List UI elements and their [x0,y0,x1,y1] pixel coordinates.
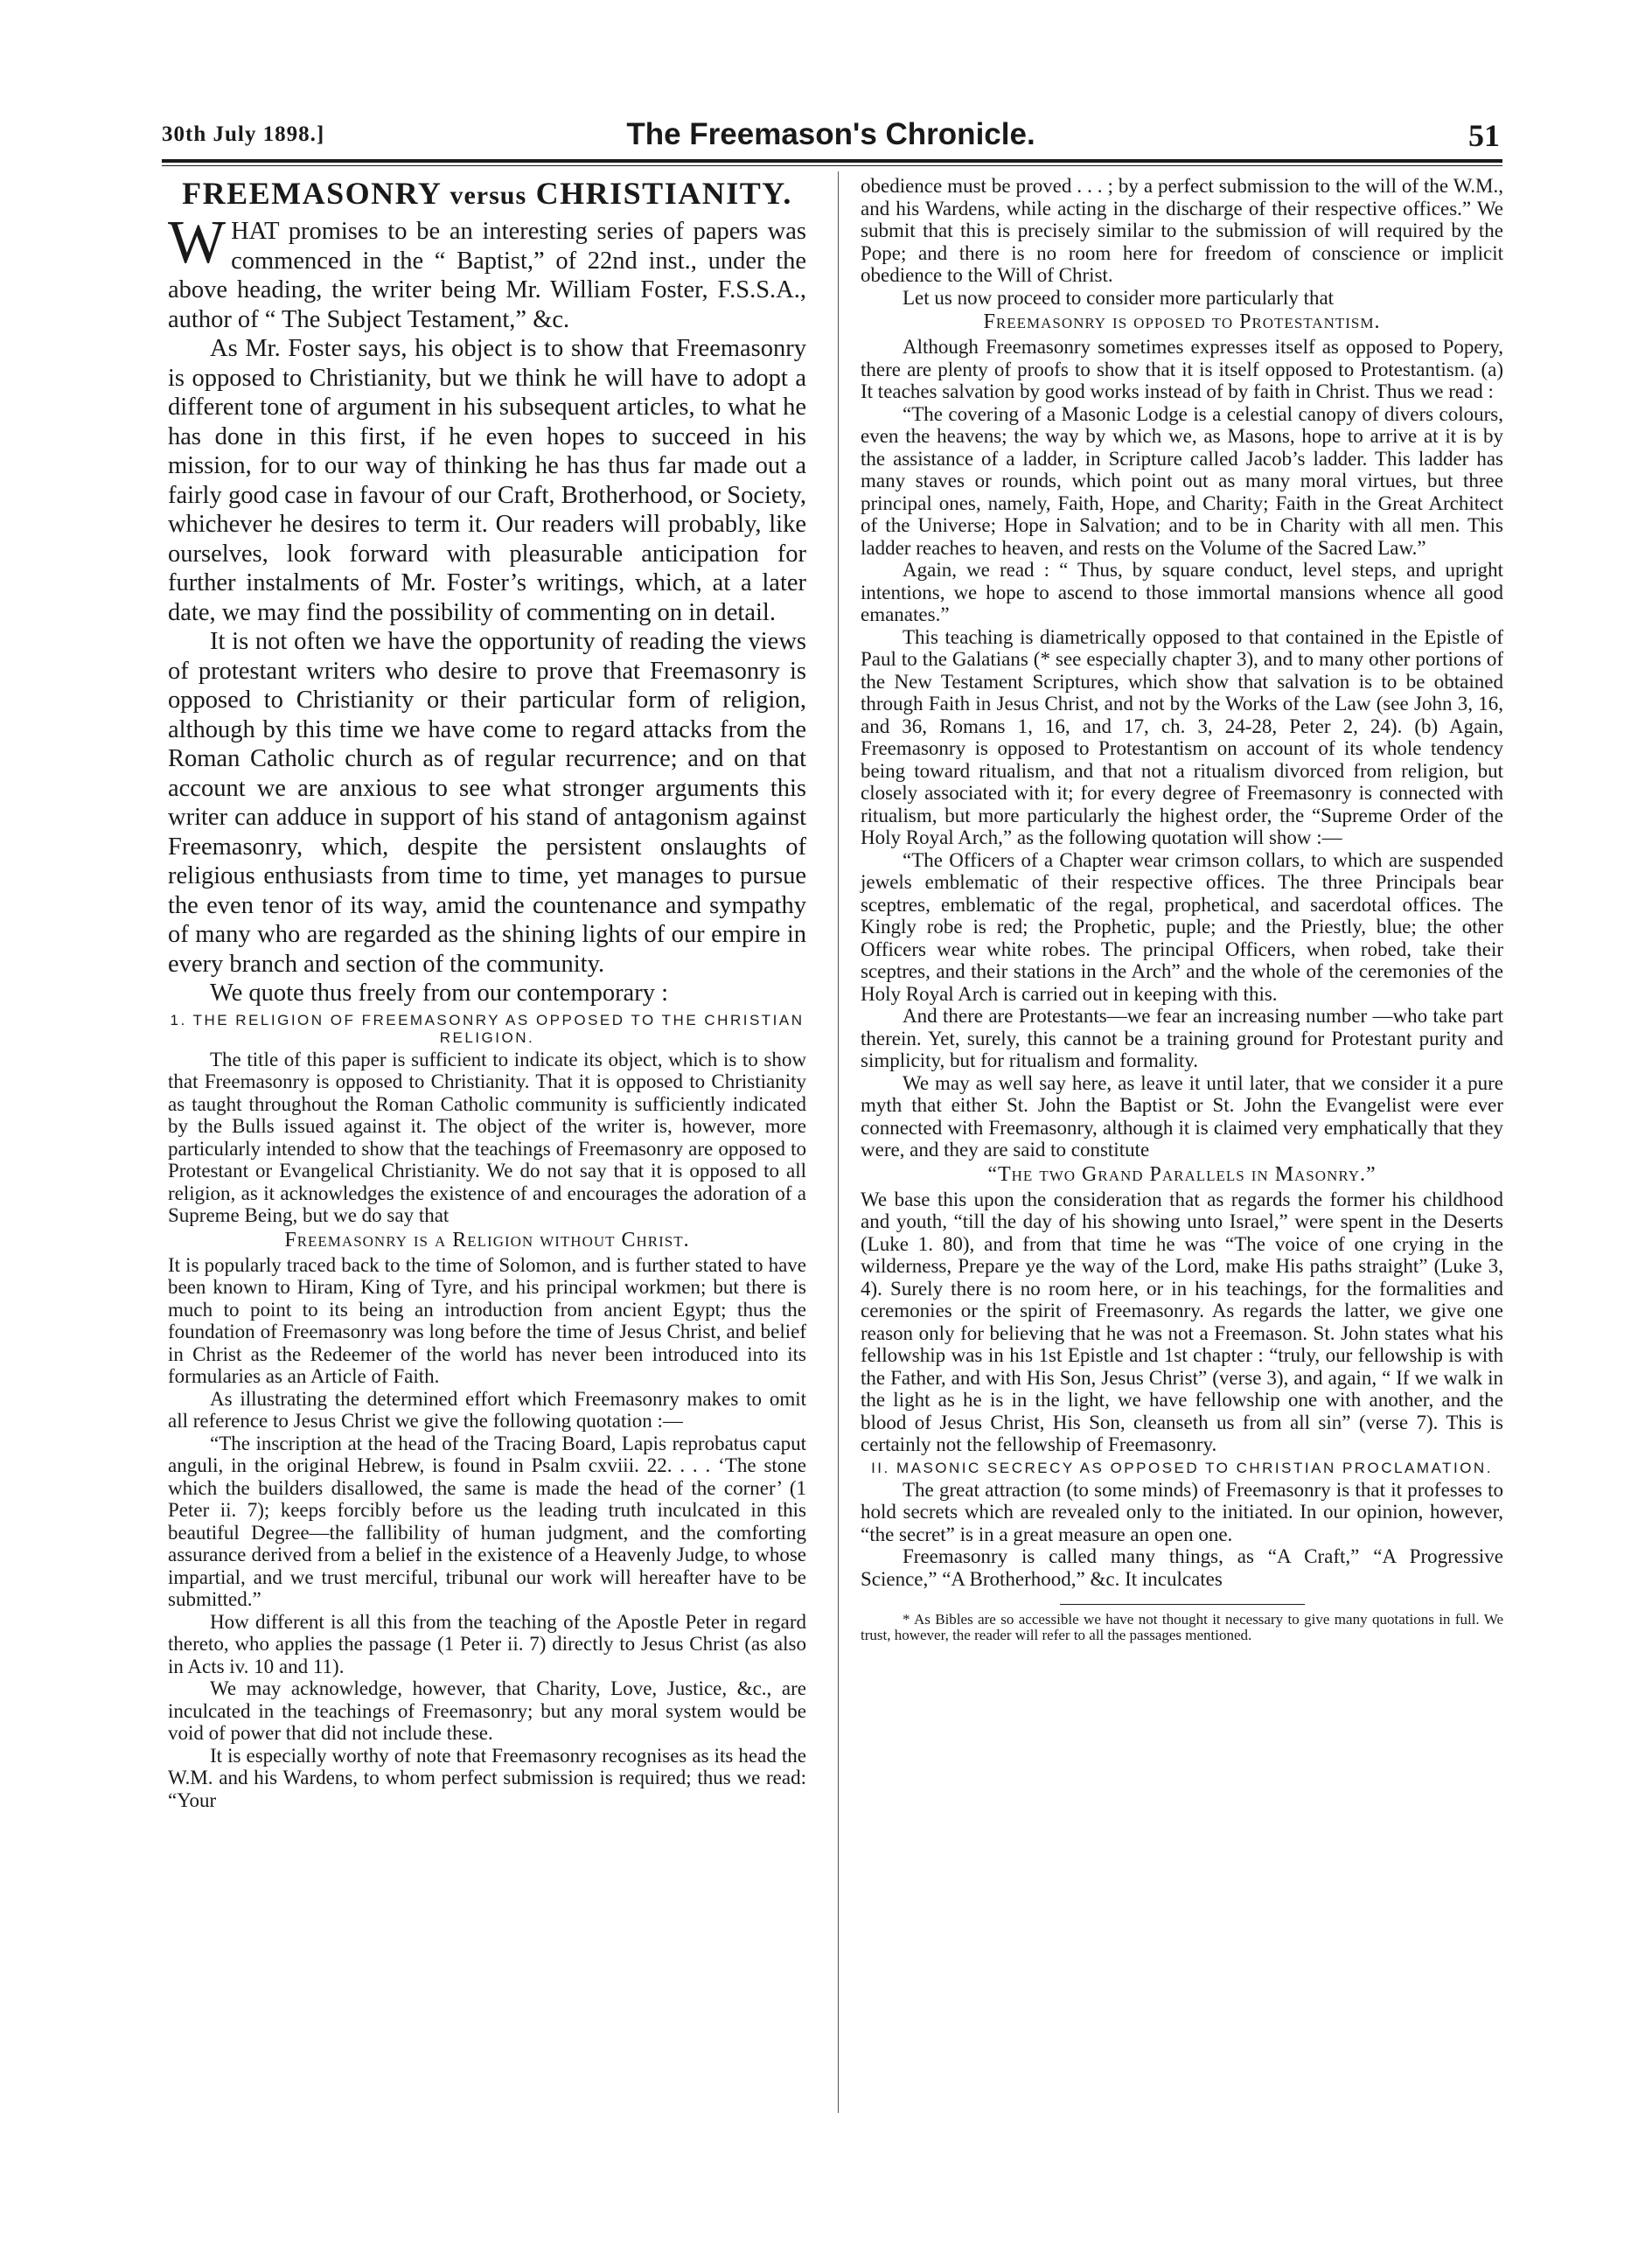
subheading: “The two Grand Parallels in Masonry.” [987,1162,1377,1186]
quoted-paragraph: It is popularly traced back to the time of Solomon, and is further stated to have been known to Hiram, King of Tyre, and his principal workmen; but there is much to point to its being an introduction from ancient Egypt; thus the foundation of Freemasonry was long before the time of Jesus Christ, and belief in Christ as the Redeemer of the world has never been introduced into its formularies as an Article of Faith. [168,1253,806,1387]
quoted-paragraph: Freemasonry is called many things, as “A Craft,” “A Progressive Science,” “A Brotherhood,” &c. It inculcates [861,1545,1503,1590]
quoted-paragraph: “The covering of a Masonic Lodge is a celestial canopy of divers colours, even the heavens; the way by which we, as Masons, hope to arrive at it is by the assistance of a ladder, in Scripture called Jacob’s ladder. This ladder has many staves or rounds, which point out as many moral virtues, but three principal ones, namely, Faith, Hope, and Charity; Faith in the Great Architect of the Universe; Hope in Salvation; and to be in Charity with all men. This ladder reaches to heaven, and rests on the Volume of the Sacred Law.” [861,402,1503,559]
paragraph: We quote thus freely from our contemporary : [210,980,668,1007]
left-column [168,175,806,1811]
issue-date: 30th July 1898.] [162,122,325,146]
quoted-paragraph: How different is all this from the teaching of the Apostle Peter in regard thereto, who applies the passage (1 Peter ii. 7) directly to Jesus Christ (as also in Acts iv. 10 and 11). [168,1610,806,1677]
paragraph: As Mr. Foster says, his object is to show that Freemasonry is opposed to Christianity, but we think he will have to adopt a different tone of argument in his subsequent articles, to what he has done in this first, if he even hopes to succeed in his mission, for to our way of thinking he has thus far made out a fairly good case in favour of our Craft, Brotherhood, or Society, whichever he desires to term it. Our readers will probably, like ourselves, look forward with pleasurable anticipation for further instalments of Mr. Foster’s writings, which, at a later date, we may find the possibility of commenting on in detail. [168,335,806,626]
title-christianity: CHRISTIANITY. [535,176,792,211]
right-column [861,175,1503,1643]
quoted-paragraph: We may as well say here, as leave it until later, that we consider it a pure myth that either St. John the Baptist or St. John the Evangelist were ever connected with Freemasonry, although it is claimed very emphatically that they were, and they are said to constitute [861,1071,1503,1161]
quoted-paragraph: As illustrating the determined effort which Freemasonry makes to omit all reference to Jesus Christ we give the following quotation :— [168,1387,806,1432]
quoted-paragraph: We may acknowledge, however, that Charity, Love, Justice, &c., are inculcated in the teachings of Freemasonry; but any moral system would be void of power that did not include these. [168,1677,806,1744]
page-header [162,117,1500,152]
title-versus: versus [450,181,527,210]
subheading: Freemasonry is opposed to Protestantism. [983,310,1381,333]
article-title [168,175,806,212]
paragraph: WHAT promises to be an interesting series of papers was commenced in the “ Baptist,” of 22nd inst., under the above heading, the writer being Mr. William Foster, F.S.S.A., author of “ The Subject Testament,” &c. [168,209,806,333]
publication-title: The Freemason's Chronicle. [626,117,1035,151]
section-heading: 1. THE RELIGION OF FREEMASONRY AS OPPOSED TO THE CHRISTIAN RELIGION. [170,1011,805,1046]
footnote-rule [1060,1604,1305,1605]
quoted-paragraph: “The Officers of a Chapter wear crimson collars, to which are suspended jewels emblematic of their respective offices. The three Principals bear sceptres, emblematic of the regal, prophetical, and sacerdotal offices. The Kingly robe is red; the Prophetic, puple; and the Priestly, blue; the other Officers wear white robes. The principal Officers, when robed, take their sceptres, and their stations in the Arch” and the whole of the ceremonies of the Holy Royal Arch is carried out in keeping with this. [861,848,1503,1005]
page-number: 51 [1468,118,1500,153]
quoted-paragraph: Although Freemasonry sometimes expresses itself as opposed to Popery, there are plenty of proofs to show that it is itself opposed to Protestantism. (a) It teaches salvation by good works instead of by faith in Christ. Thus we read : [861,336,1503,402]
quoted-paragraph: And there are Protestants—we fear an increasing number —who take part therein. Yet, surely, this cannot be a training ground for Protestant purity and simplicity, but for ritualism and formality. [861,1005,1503,1071]
quoted-paragraph: We base this upon the consideration that as regards the former his childhood and youth, “till the day of his showing unto Israel,” were spent in the Deserts (Luke 1. 80), and from that time he was “The voice of one crying in the wilderness, Prepare ye the way of the Lord, make His paths straight” (Luke 3, 4). Surely there is no room here, or in his teachings, for the formalities and ceremonies or the spirit of Freemasonry. As regards the latter, we give one reason only for believing that he was not a Freemason. St. John states what his fellowship was in his 1st Epistle and 1st chapter : “truly, our fellowship is with the Father, and with His Son, Jesus Christ” (verse 3), and again, “ If we walk in the light as he is in the light, we have fellowship one with another, and the blood of Jesus Christ, His Son, cleanseth us from all sin” (verse 7). This is certainly not the fellowship of Freemasonry. [861,1188,1503,1455]
section-heading: II. MASONIC SECRECY AS OPPOSED TO CHRISTIAN PROCLAMATION. [871,1459,1493,1476]
drop-cap: W [168,209,227,276]
header-rule [162,159,1502,163]
quoted-paragraph: “The inscription at the head of the Tracing Board, Lapis reprobatus caput anguli, in the original Hebrew, is found in Psalm cxviii. 22. . . . ‘The stone which the builders disallowed, the same is made the head of the corner’ (1 Peter ii. 7); keeps forcibly before us the leading truth inculcated in this beautiful Degree—the fallibility of human judgment, and the comforting assurance derived from a belief in the existence of a Heavenly Judge, to whose impartial, and we trust merciful, tribunal our work will hereafter have to be submitted.” [168,1432,806,1610]
header-rule-thin [162,165,1502,166]
title-freemasonry: FREEMASONRY [182,176,441,211]
quoted-paragraph: The title of this paper is sufficient to indicate its object, which is to show that Freemasonry is opposed to Christianity. That it is opposed to Christianity as taught throughout the Roman Catholic community is sufficiently indicated by the Bulls issued against it. The object of the writer is, however, more particularly intended to show that the teachings of Freemasonry are opposed to Protestant or Evangelical Christianity. We do not say that it is opposed to all religion, as it acknowledges the existence of and encourages the adoration of a Supreme Being, but we do say that [168,1048,806,1226]
column-divider [838,171,839,2113]
quoted-paragraph: obedience must be proved . . . ; by a perfect submission to the will of the W.M., and his Wardens, while acting in the discharge of their respective offices.” We submit that this is precisely similar to the submission of will required by the Pope; and there is no room here for freedom of conscience or implicit obedience to the Will of Christ. [861,175,1503,286]
quoted-paragraph: Let us now proceed to consider more particularly that [903,286,1335,309]
quoted-paragraph: It is especially worthy of note that Freemasonry recognises as its head the W.M. and his Wardens, to whom perfect submission is required; thus we read: “Your [168,1744,806,1811]
footnote: * As Bibles are so accessible we have not thought it necessary to give many quotations in full. We trust, however, the reader will refer to all the passages mentioned. [861,1611,1503,1643]
quoted-paragraph: The great attraction (to some minds) of Freemasonry is that it professes to hold secrets which are revealed only to the initiated. In our opinion, however, “the secret” is in a great measure an open one. [861,1478,1503,1545]
quoted-paragraph: Again, we read : “ Thus, by square conduct, level steps, and upright intentions, we hope to ascend to those immortal mansions whence all good emanates.” [861,559,1503,625]
paragraph: It is not often we have the opportunity of reading the views of protestant writers who desire to prove that Freemasonry is opposed to Christianity or their particular form of religion, although by this time we have come to regard attacks from the Roman Catholic church as of regular recurrence; and on that account we are anxious to see what stronger arguments this writer can adduce in support of his stand of antagonism against Freemasonry, which, despite the persistent onslaughts of religious enthusiasts from time to time, yet manages to pursue the even tenor of its way, amid the countenance and sympathy of many who are regarded as the shining lights of our empire in every branch and section of the community. [168,628,806,978]
subheading: Freemasonry is a Religion without Christ. [284,1228,690,1252]
quoted-paragraph: This teaching is diametrically opposed to that contained in the Epistle of Paul to the Galatians (* see especially chapter 3), and to many other portions of the New Testament Scriptures, which show that salvation is to be obtained through Faith in Jesus Christ, and not by the Works of the Law (see John 3, 16, and 36, Romans 1, 16, and 17, ch. 3, 24-28, Peter 2, 24). (b) Again, Freemasonry is opposed to Protestantism on account of its whole tendency being toward ritualism, and that not a ritualism divorced from religion, but closely associated with it; for every degree of Freemasonry is connected with ritualism, but more particularly the highest order, the “Supreme Order of the Holy Royal Arch,” as the following quotation will show :— [861,625,1503,848]
